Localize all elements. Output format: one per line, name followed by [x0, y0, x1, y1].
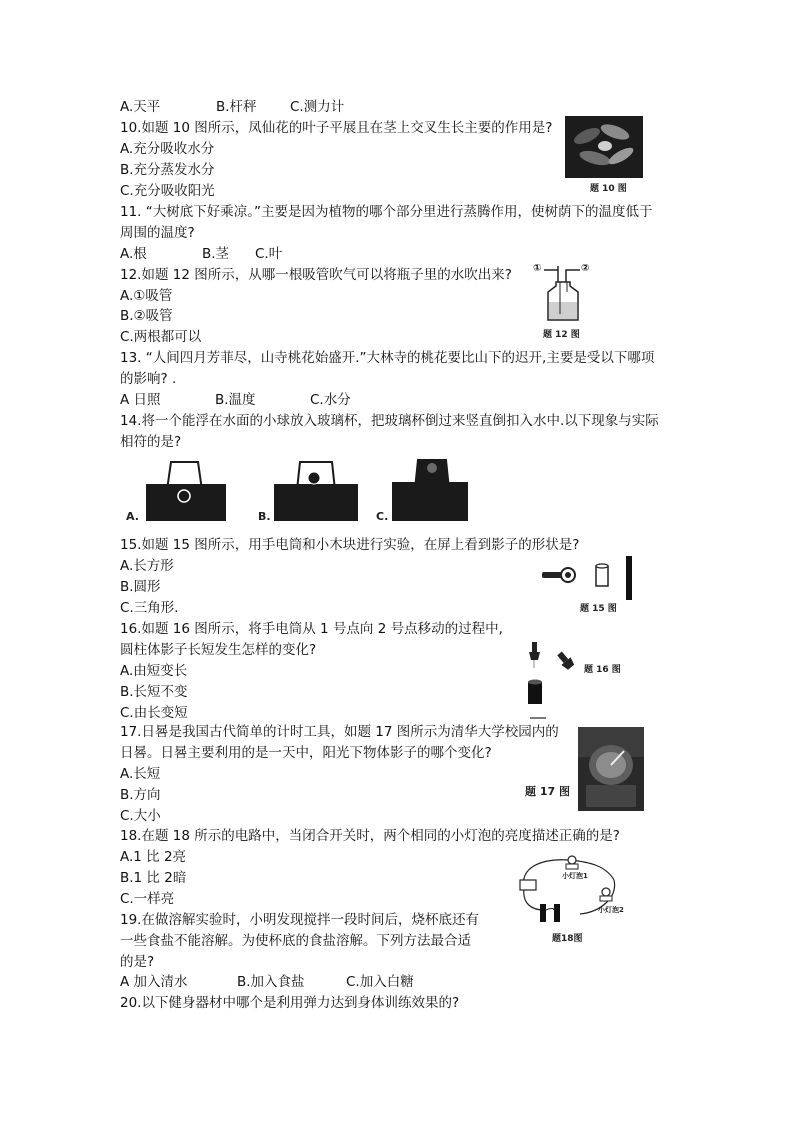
q16-stem-line2: 圆柱体影子长短发生怎样的变化?	[120, 642, 317, 658]
q14-stem-line2: 相符的是?	[120, 434, 182, 450]
q19-option-c: C.加入白糖	[346, 974, 414, 990]
q18-option-a: A.1 比 2亮	[120, 849, 187, 865]
q14-label-c: C.	[376, 510, 389, 523]
q16-option-a: A.由短变长	[120, 663, 188, 679]
q19-options	[120, 972, 414, 992]
q10-option-a: A.充分吸收水分	[120, 141, 215, 157]
q13-option-b: B.温度	[215, 392, 256, 408]
q10-option-c: C.充分吸收阳光	[120, 183, 215, 199]
q11-option-a: A.根	[120, 246, 147, 262]
q14-figure-a	[126, 456, 226, 522]
q10-plant-photo	[565, 116, 643, 178]
q11-option-c: C.叶	[255, 246, 283, 262]
q11-options	[120, 244, 282, 264]
q17-caption: 题 17 图	[525, 785, 570, 798]
q15-stem: 15.如题 15 图所示，用手电筒和小木块进行实验，在屏上看到影子的形状是?	[120, 537, 580, 553]
q18-caption: 题18图	[552, 934, 583, 944]
q18-bulb1-label: 小灯泡1	[562, 872, 588, 880]
q11-stem-line2: 周围的温度?	[120, 225, 195, 241]
q17-option-b: B.方向	[120, 787, 161, 803]
q9-option-a: A.天平	[120, 99, 161, 115]
q10-caption: 题 10 图	[590, 184, 627, 194]
q15-caption: 题 15 图	[580, 604, 617, 614]
q18-bulb2-label: 小灯泡2	[598, 906, 624, 914]
q13-stem-line2: 的影响? .	[120, 371, 177, 387]
q15-option-c: C.三角形.	[120, 600, 179, 616]
q13-option-a: A 日照	[120, 392, 161, 408]
q13-options	[120, 390, 351, 410]
q10-option-b: B.充分蒸发水分	[120, 162, 215, 178]
q14-label-b: B.	[258, 510, 271, 523]
q18-option-c: C.一样亮	[120, 891, 175, 907]
q19-stem-line2: 一些食盐不能溶解。为使杯底的食盐溶解。下列方法最合适	[120, 933, 471, 949]
q17-sundial-photo	[578, 727, 644, 811]
q13-stem-line1: 13. “人间四月芳菲尽，山寺桃花始盛开.”大林寺的桃花要比山下的迟开,主要是受以下哪项	[120, 350, 655, 366]
q19-stem-line1: 19.在做溶解实验时，小明发现搅拌一段时间后，烧杯底还有	[120, 912, 479, 928]
q10-stem: 10.如题 10 图所示，凤仙花的叶子平展且在茎上交叉生长主要的作用是?	[120, 120, 553, 136]
q17-stem-line1: 17.日晷是我国古代简单的计时工具，如题 17 图所示为清华大学校园内的	[120, 724, 559, 740]
q9-option-b: B.杆秤	[216, 99, 257, 115]
q17-stem-line2: 日晷。日晷主要利用的是一天中，阳光下物体影子的哪个变化?	[120, 745, 492, 761]
q20-stem: 20.以下健身器材中哪个是利用弹力达到身体训练效果的?	[120, 995, 460, 1011]
q12-label-1: ①	[533, 263, 542, 274]
q14-figure-c	[376, 456, 470, 522]
q16-caption: 题 16 图	[584, 665, 621, 675]
q16-option-b: B.长短不变	[120, 684, 188, 700]
q14-label-a: A.	[126, 510, 139, 523]
q16-option-c: C.由长变短	[120, 705, 188, 721]
q18-stem: 18.在题 18 所示的电路中，当闭合开关时，两个相同的小灯泡的亮度描述正确的是?	[120, 828, 620, 844]
q11-option-b: B.茎	[202, 246, 230, 262]
q17-option-c: C.大小	[120, 808, 161, 824]
q12-label-2: ②	[581, 263, 590, 274]
q18-circuit-diagram	[510, 848, 628, 928]
q12-stem: 12.如题 12 图所示，从哪一根吸管吹气可以将瓶子里的水吹出来?	[120, 267, 512, 283]
q12-caption: 题 12 图	[543, 330, 580, 340]
q15-option-b: B.圆形	[120, 579, 161, 595]
q14-stem-line1: 14.将一个能浮在水面的小球放入玻璃杯，把玻璃杯倒过来竖直倒扣入水中.以下现象与实际	[120, 413, 659, 429]
q14-figure-b	[256, 456, 360, 522]
q11-stem-line1: 11. “大树底下好乘凉。”主要是因为植物的哪个部分里进行蒸腾作用，使树荫下的温度低于	[120, 204, 653, 220]
q16-flashlight-cylinder	[524, 640, 584, 720]
q9-option-c: C.测力计	[290, 99, 345, 115]
q13-option-c: C.水分	[310, 392, 351, 408]
q9-options	[120, 97, 344, 117]
q16-stem-line1: 16.如题 16 图所示，将手电筒从 1 号点向 2 号点移动的过程中,	[120, 621, 503, 637]
q18-option-b: B.1 比 2暗	[120, 870, 187, 886]
q17-option-a: A.长短	[120, 766, 161, 782]
q19-option-b: B.加入食盐	[237, 974, 305, 990]
q15-flashlight-block-screen	[540, 554, 640, 602]
q19-stem-line3: 的是?	[120, 954, 155, 970]
q12-option-c: C.两根都可以	[120, 329, 202, 345]
q12-option-b: B.②吸管	[120, 308, 173, 324]
q12-option-a: A.①吸管	[120, 288, 173, 304]
q15-option-a: A.长方形	[120, 558, 174, 574]
q19-option-a: A 加入清水	[120, 974, 188, 990]
